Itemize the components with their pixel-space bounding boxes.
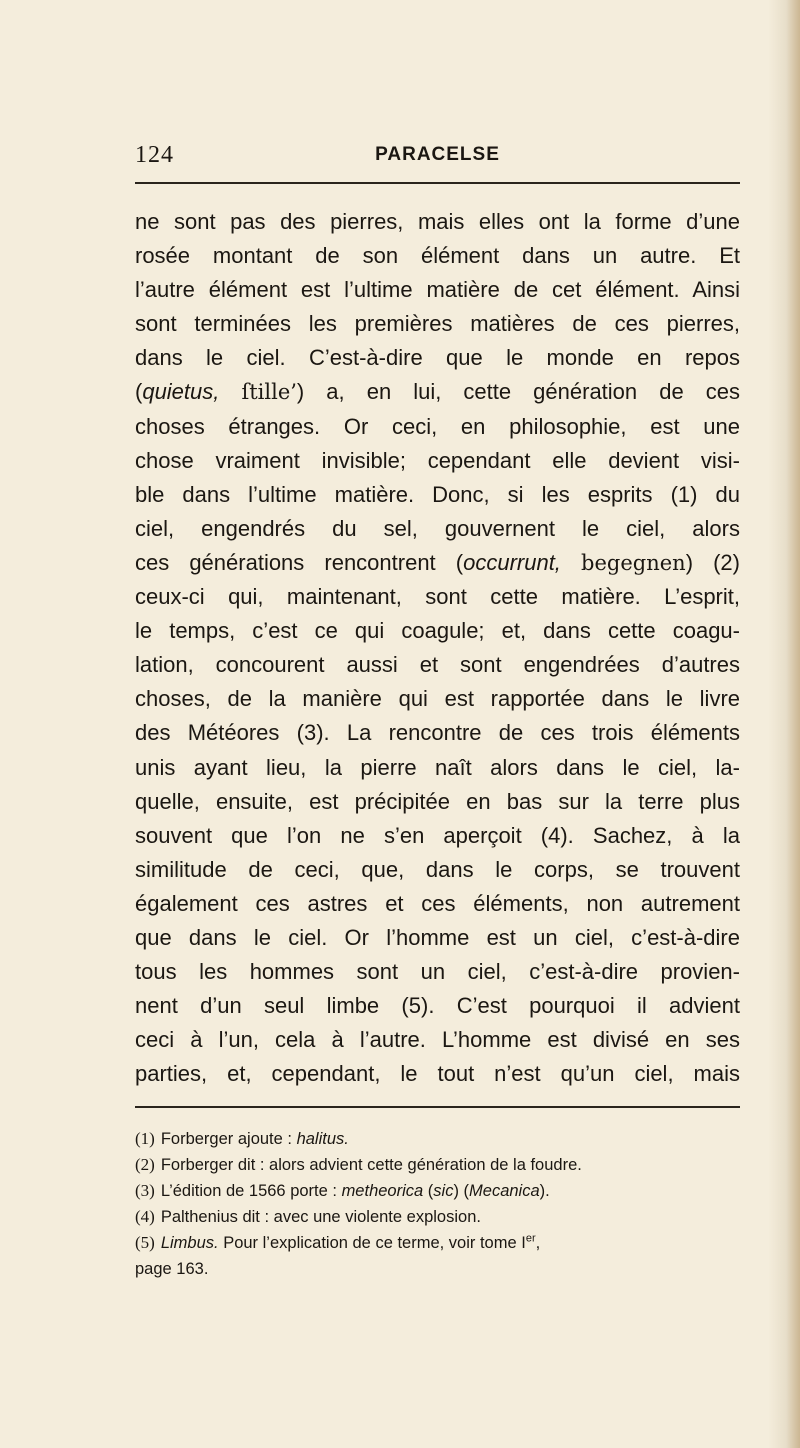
body-line: quelle, ensuite, est précipitée en bas sur la terre plus bbox=[135, 788, 740, 814]
footnote: (4) Palthenius dit : avec une violente explosion. bbox=[135, 1207, 481, 1226]
body-line: ceci à l’un, cela à l’autre. L’homme est divisé en ses bbox=[135, 1027, 740, 1053]
gothic-term: ſtille’ bbox=[241, 380, 297, 405]
footnote: (3) L’édition de 1566 porte : metheorica (sic) (Mecanica). bbox=[135, 1181, 550, 1200]
body-line: sont terminées les premières matières de ces pierres, bbox=[135, 311, 740, 337]
body-text bbox=[135, 205, 740, 1091]
italic-term: quietus, bbox=[142, 379, 220, 405]
body-line: ceux-ci qui, maintenant, sont cette matière. L’esprit, bbox=[135, 584, 740, 610]
italic-term: Mecanica bbox=[469, 1182, 540, 1200]
italic-term: occurrunt, bbox=[463, 549, 561, 575]
running-title: PARACELSE bbox=[375, 144, 500, 165]
body-line: ciel, engendrés du sel, gouvernent le ciel, alors bbox=[135, 515, 740, 541]
header-rule bbox=[135, 182, 740, 184]
body-line: dans le ciel. C’est-à-dire que le monde en repos bbox=[135, 345, 740, 371]
page-header bbox=[135, 140, 740, 180]
body-line: le temps, c’est ce qui coagule; et, dans cette coagu- bbox=[135, 618, 740, 644]
body-line: choses étranges. Or ceci, en philosophie, est une bbox=[135, 413, 740, 439]
page-edge-shadow bbox=[786, 0, 800, 1448]
body-line: ne sont pas des pierres, mais elles ont la forme d’une bbox=[135, 209, 740, 234]
body-line: souvent que l’on ne s’en aperçoit (4). Sachez, à la bbox=[135, 822, 740, 848]
footnote-continuation: page 163. bbox=[135, 1260, 209, 1278]
page-number: 124 bbox=[135, 142, 174, 168]
body-line: similitude de ceci, que, dans le corps, se trouvent bbox=[135, 856, 740, 882]
footnote-3-tail: (sic) (Mecanica). bbox=[423, 1182, 550, 1200]
body-line: chose vraiment invisible; cependant elle devient visi- bbox=[135, 447, 740, 473]
body-line: également ces astres et ces éléments, non autrement bbox=[135, 890, 740, 916]
gothic-term: begegnen bbox=[581, 550, 686, 575]
body-line: rosée montant de son élément dans un autre. Et bbox=[135, 243, 740, 269]
footnote: (5) Limbus. Pour l’explication de ce terme, voir tome Ier, bbox=[135, 1232, 541, 1252]
body-line: ble dans l’ultime matière. Donc, si les esprits (1) du bbox=[135, 481, 740, 507]
body-line: nent d’un seul limbe (5). C’est pourquoi il advient bbox=[135, 993, 740, 1019]
footnote: (2) Forberger dit : alors advient cette génération de la foudre. bbox=[135, 1155, 582, 1174]
body-line: tous les hommes sont un ciel, c’est-à-dire provien- bbox=[135, 959, 740, 985]
body-line: parties, et, cependant, le tout n’est qu’un ciel, mais bbox=[135, 1061, 740, 1087]
body-line: que dans le ciel. Or l’homme est un ciel, c’est-à-dire bbox=[135, 924, 740, 950]
body-line: lation, concourent aussi et sont engendrées d’autres bbox=[135, 652, 740, 678]
italic-term: sic bbox=[433, 1182, 454, 1200]
body-line-rich: ces générations rencontrent (occurrunt, begegnen) (2) bbox=[135, 549, 740, 575]
body-line-rich: (quietus, ſtille’) a, en lui, cette génération de ces bbox=[135, 379, 740, 405]
footnote: (1) Forberger ajoute : halitus. bbox=[135, 1129, 349, 1148]
body-line: unis ayant lieu, la pierre naît alors dans le ciel, la- bbox=[135, 754, 740, 780]
body-line: des Météores (3). La rencontre de ces trois éléments bbox=[135, 720, 740, 746]
body-line: l’autre élément est l’ultime matière de cet élément. Ainsi bbox=[135, 277, 740, 303]
footnotes bbox=[135, 1126, 740, 1282]
footnote-rule bbox=[135, 1106, 740, 1108]
body-line: choses, de la manière qui est rapportée dans le livre bbox=[135, 686, 740, 712]
